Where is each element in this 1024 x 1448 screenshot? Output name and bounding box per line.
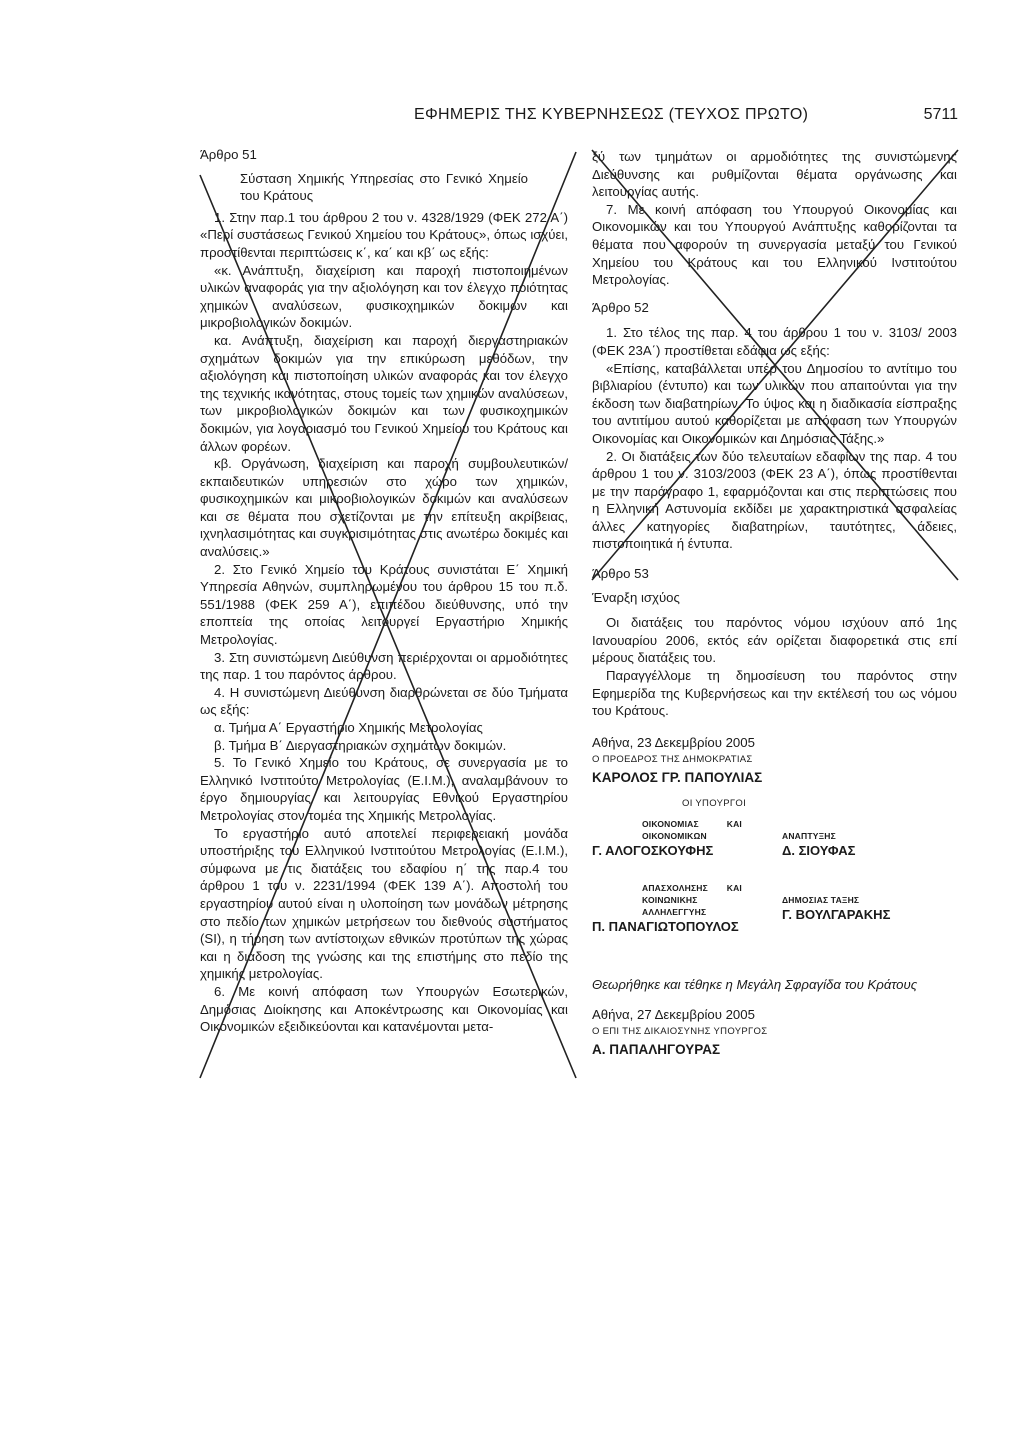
minister-role: ΟΙΚΟΝΟΜΙΑΣ ΚΑΙ ΟΙΚΟΝΟΜΙΚΩΝ [642,819,742,842]
president-name: ΚΑΡΟΛΟΣ ΓΡ. ΠΑΠΟΥΛΙΑΣ [592,770,763,785]
minister-name: Π. ΠΑΝΑΓΙΩΤΟΠΟΥΛΟΣ [592,919,739,935]
paragraph: 1. Στο τέλος της παρ. 4 του άρθρου 1 του ν. 3103/ 2003 (ΦΕΚ 23Α΄) προστίθεται εδάφια ως εξής: [592,325,957,358]
minister-role: ΔΗΜΟΣΙΑΣ ΤΑΞΗΣ [782,895,860,906]
minister-block [592,818,792,860]
article-53-title: Άρθρο 53 [592,566,649,582]
paragraph: β. Τμήμα Β΄ Διεργαστηριακών σχημάτων δοκιμών. [214,737,507,753]
signature-date: Αθήνα, 23 Δεκεμβρίου 2005 [592,734,755,750]
paragraph: α. Τμήμα Α΄ Εργαστήριο Χημικής Μετρολογίας [214,720,483,735]
minister-name: Γ. ΒΟΥΛΓΑΡΑΚΗΣ [782,907,891,923]
paragraph: Το εργαστήριο αυτό αποτελεί περιφερειακή μονάδα υποστήριξης του Ελληνικού Ινστιτούτου Μετρολογίας (Ε.Ι.Μ.), σύμφωνα με τις διατάξεις του εδαφίου η΄ της παρ.4 του άρθρου 1 του ν. 2231/1994 (ΦΕΚ 139 Α΄). Αποστολή του εργαστηρίου αυτού είναι η υλοποίηση των μονάδων μέτρησης στο πεδίο των χημικών μετρήσεων του διεθνούς συστήματος (SI), η τήρηση των αντίστοιχων εθνικών προτύπων της χώρας και η διάδοση της γνώσης και της επιστήμης στο πεδίο της χημικής μετρολογίας. [200,825,568,982]
minister-role: ΑΝΑΠΤΥΞΗΣ [782,831,836,842]
page-number: 5711 [923,106,958,123]
paragraph: «Επίσης, καταβάλλεται υπέρ του Δημοσίου το αντίτιμο του βιβλιαρίου (έντυπο) και των υλικών που απαιτούνται για την έκδοση των διαβατηρίων. Το ύψος και η διαδικασία είσπραξης του αντιτίμου αυτού καθορίζεται με απόφαση των Υπουργών Οικονομίας και Οικονομικών και Δημόσιας Τάξης.» [592,360,957,446]
paragraph: 7. Με κοινή απόφαση του Υπουργού Οικονομίας και Οικονομικών και του Υπουργού Ανάπτυξης καθορίζονται τα θέματα που αφορούν τη συνεργασία μεταξύ του Γενικού Χημείου του Κράτους και του Ελληνικού Ινστιτούτου Μετρολογίας. [592,201,957,288]
ministers-label: ΟΙ ΥΠΟΥΡΓΟΙ [682,797,747,809]
paragraph: κβ. Οργάνωση, διαχείριση και παροχή συμβουλευτικών/εκπαιδευτικών υπηρεσιών στο χώρο των χημικών, φυσικοχημικών και μικροβιολογικών δοκιμών και αναλύσεων και σε θέματα που σχετίζονται με την επίτευξη ακρίβειας, ιχνηλασιμότητας και συγκρισιμότητας στις ανωτέρω δοκιμές και αναλύσεις.» [200,456,568,560]
seal-statement: Θεωρήθηκε και τέθηκε η Μεγάλη Σφραγίδα του Κράτους [592,977,918,993]
gazette-title: ΕΦΗΜΕΡΙΣ ΤΗΣ ΚΥΒΕΡΝΗΣΕΩΣ (ΤΕΥΧΟΣ ΠΡΩΤΟ) [414,106,809,123]
article-52-title: Άρθρο 52 [592,299,649,315]
article-51-subtitle: Σύσταση Χημικής Υπηρεσίας στο Γενικό Χημείο του Κράτους [240,170,528,204]
right-column [592,148,957,1059]
paragraph: 5. Το Γενικό Χημείο του Κράτους, σε συνεργασία με το Ελληνικό Ινστιτούτο Μετρολογίας (Ε.Ι.Μ.), αναλαμβάνουν το έργο δημιουργίας και λειτουργίας Εθνικού Εργαστηρίου Μετρολογίας στον τομέα της Χημικής Μετρολογίας. [200,755,568,823]
justice-minister-role: Ο ΕΠΙ ΤΗΣ ΔΙΚΑΙΟΣΥΝΗΣ ΥΠΟΥΡΓΟΣ [592,1026,768,1038]
left-column [200,146,568,1036]
paragraph: 6. Με κοινή απόφαση των Υπουργών Εσωτερικών, Δημόσιας Διοίκησης και Αποκέντρωσης και Οικονομίας και Οικονομικών εξειδικεύονται και κατανέμονται μετα- [200,983,568,1035]
article-51-title: Άρθρο 51 [200,147,257,162]
article-53-subtitle: Έναρξη ισχύος [592,589,680,605]
paragraph: 3. Στη συνιστώμενη Διεύθυνση περιέρχονται οι αρμοδιότητες της παρ. 1 του παρόντος άρθρου. [200,649,568,683]
paragraph: κα. Ανάπτυξη, διαχείριση και παροχή διεργαστηριακών σχημάτων δοκιμών για την επικύρωση μεθόδων, την αξιολόγηση και πιστοποίηση υλικών αναφοράς και τον έλεγχο της τεχνικής ικανότητας, στους τομείς των χημικών αναλύσεων, των μικροβιολογικών δοκιμών και των φυσικοχημικών δοκιμών, για λογαριασμό του Γενικού Χημείου του Κράτους και άλλων φορέων. [200,332,568,454]
ministers-signatures [592,812,957,1022]
minister-block [782,894,957,924]
paragraph: ξύ των τμημάτων οι αρμοδιότητες της συνιστώμενης Διεύθυνσης και ρυθμίζονται θέματα οργάνωσης και λειτουργίας αυτής. [592,149,957,200]
paragraph: Παραγγέλλομε τη δημοσίευση του παρόντος στην Εφημερίδα της Κυβερνήσεως και την εκτέλεσή του ως νόμου του Κράτους. [592,668,957,719]
minister-name: Γ. ΑΛΟΓΟΣΚΟΥΦΗΣ [592,843,714,859]
paragraph: 1. Στην παρ.1 του άρθρου 2 του ν. 4328/1929 (ΦΕΚ 272 Α΄) «Περί συστάσεως Γενικού Χημείου του Κράτους», όπως ισχύει, προστίθενται περιπτώσεις κ΄, κα΄ και κβ΄ ως εξής: [200,209,568,260]
minister-block [592,882,792,936]
minister-block [782,830,957,860]
paragraph: «κ. Ανάπτυξη, διαχείριση και παροχή πιστοποιημένων υλικών αναφοράς για την αξιολόγηση και τον έλεγχο ποιότητας χημικών αναλύσεων, φυσικοχημικών δοκιμών και μικροβιολογικών δοκιμών. [200,262,568,331]
minister-role: ΑΠΑΣΧΟΛΗΣΗΣ ΚΑΙ ΚΟΙΝΩΝΙΚΗΣ ΑΛΛΗΛΕΓΓΥΗΣ [642,883,742,918]
justice-minister-name: Α. ΠΑΠΑΛΗΓΟΥΡΑΣ [592,1041,721,1057]
paragraph: 4. Η συνιστώμενη Διεύθυνση διαρθρώνεται σε δύο Τμήματα ως εξής: [200,684,568,718]
page-header [200,104,970,128]
seal-date: Αθήνα, 27 Δεκεμβρίου 2005 [592,1006,755,1022]
paragraph: 2. Οι διατάξεις των δύο τελευταίων εδαφίων της παρ. 4 του άρθρου 1 του ν. 3103/2003 (ΦΕΚ 23 Α΄), όπως προστίθενται με την παράγραφο 1, εφαρμόζονται και στις περιπτώσεις που η Ελληνική Αστυνομία εκδίδει με χαρακτηριστικά ασφαλείας άλλες κατηγορίες διαβατηρίων, ταυτότητες, άδειες, πιστοποιητικά ή έντυπα. [592,448,957,552]
president-role: Ο ΠΡΟΕΔΡΟΣ ΤΗΣ ΔΗΜΟΚΡΑΤΙΑΣ [592,754,753,766]
paragraph: Οι διατάξεις του παρόντος νόμου ισχύουν από 1ης Ιανουαρίου 2006, εκτός εάν ορίζεται διαφορετικά στις επί μέρους διατάξεις του. [592,615,957,666]
minister-name: Δ. ΣΙΟΥΦΑΣ [782,843,856,859]
paragraph: 2. Στο Γενικό Χημείο του Κράτους συνιστάται Ε΄ Χημική Υπηρεσία Αθηνών, συμπληρωμένου του άρθρου 15 του π.δ. 551/1988 (ΦΕΚ 259 Α΄), επιπέδου διεύθυνσης, υπό την εποπτεία της οποίας λειτουργεί Εργαστήριο Χημικής Μετρολογίας. [200,561,568,648]
